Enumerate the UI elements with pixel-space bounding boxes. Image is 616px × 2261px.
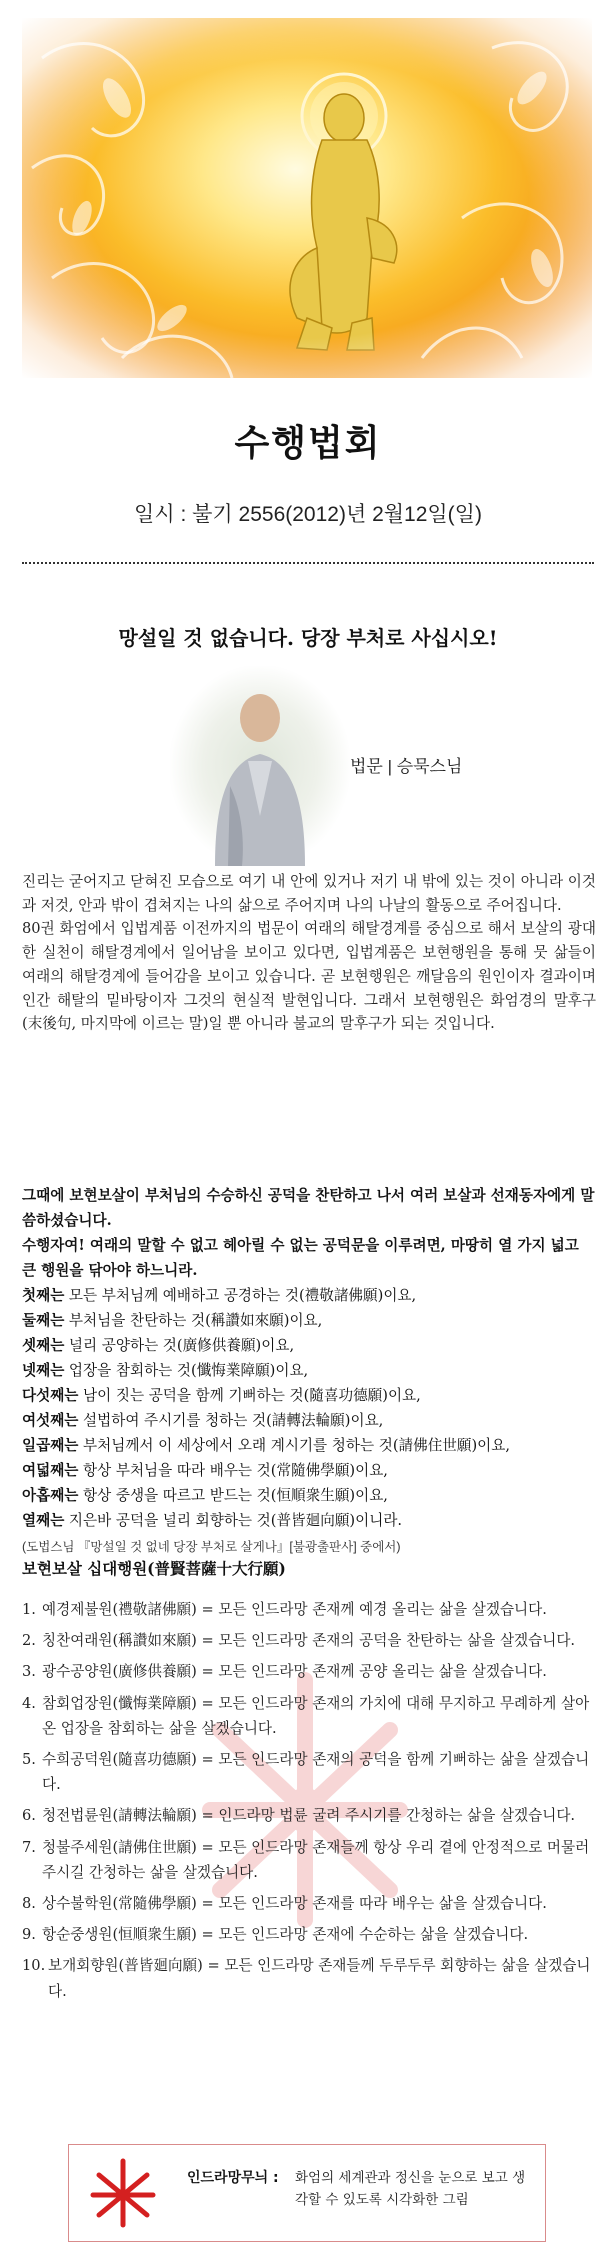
sutra-line: 열째는 지은바 공덕을 널리 회향하는 것(普皆廻向願)이니라. (22, 1512, 403, 1529)
speaker-credit: 법문 | 승묵스님 (350, 757, 463, 776)
vow-item: 5. 수희공덕원(隨喜功德願) = 모든 인드라망 존재의 공덕을 함께 기뻐하는 삶을 살겠습니다. (22, 1751, 590, 1794)
vow-item: 4. 참회업장원(懺悔業障願) = 모든 인드라망 존재의 가치에 대해 무지하고 무례하게 살아온 업장을 참회하는 삶을 살겠습니다. (22, 1694, 590, 1737)
dotted-divider (22, 562, 594, 564)
monk-photo (170, 666, 350, 866)
sutra-line: 아홉째는 항상 중생을 따르고 받드는 것(恒順衆生願)이요, (22, 1487, 388, 1504)
vow-item: 9. 항순중생원(恒順衆生願) = 모든 인드라망 존재에 수순하는 삶을 살겠습니다. (22, 1926, 529, 1944)
indra-net-icon (87, 2155, 159, 2231)
vows-list (22, 1597, 596, 2010)
vow-item: 2. 칭찬여래원(稱讚如來願) = 모든 인드라망 존재의 공덕을 찬탄하는 삶을 살겠습니다. (22, 1632, 576, 1650)
caption-description: 화엄의 세계관과 정신을 눈으로 보고 생각할 수 있도록 시각화한 그림 (295, 2170, 526, 2208)
page-title: 수행법회 (234, 423, 382, 464)
intro-text (22, 870, 596, 1036)
sutra-line: 일곱째는 부처님께서 이 세상에서 오래 계시기를 청하는 것(請佛住世願)이요, (22, 1437, 511, 1454)
sutra-line: 둘째는 부처님을 찬탄하는 것(稱讚如來願)이요, (22, 1312, 323, 1329)
sutra-line: 수행자여! 여래의 말할 수 없고 헤아릴 수 없는 공덕문을 이루려면, 마땅히 열 가지 넓고 큰 행원을 닦아야 하느니라. (22, 1237, 579, 1279)
vow-item: 1. 예경제불원(禮敬諸佛願) = 모든 인드라망 존재께 예경 올리는 삶을 살겠습니다. (22, 1601, 547, 1618)
vows-heading: 보현보살 십대행원(普賢菩薩十大行願) (22, 1559, 286, 1578)
vow-item: 10. 보개회향원(普皆廻向願) = 모든 인드라망 존재들께 두루두루 회향하는 삶을 살겠습니다. (22, 1957, 591, 2000)
headline: 망설일 것 없습니다. 당장 부처로 사십시오! (118, 626, 498, 650)
event-date: 일시 : 불기 2556(2012)년 2월12일(일) (134, 503, 482, 526)
sutra-line: 여섯째는 설법하여 주시기를 청하는 것(請轉法輪願)이요, (22, 1412, 384, 1429)
indra-net-caption-box (68, 2144, 546, 2242)
sutra-line: 첫째는 모든 부처님께 예배하고 공경하는 것(禮敬諸佛願)이요, (22, 1287, 417, 1304)
intro-paragraph: 80권 화엄에서 입법계품 이전까지의 법문이 여래의 해탈경계를 중심으로 해서 보살의 광대한 실천이 해탈경계에서 일어남을 보이고 있다면, 입법계품은 보현행원을 통해 뭇 삶들이 여래의 해탈경계에 들어감을 보이고 있습니다. 곧 보현행원은 깨달음의 원인이자 결과이며 인간 해탈의 밑바탕이자 그것의 현실적 발현입니다. 그래서 보현행원은 화엄경의 말후구(末後句, 마지막에 이르는 말)일 뿐 아니라 불교의 말후구가 되는 것입니다. (22, 920, 596, 1033)
source-citation: (도법스님 『망설일 것 없네 당장 부처로 살게나』[불광출판사] 중에서) (22, 1540, 401, 1554)
sutra-line: 넷째는 업장을 참회하는 것(懺悔業障願)이요, (22, 1362, 309, 1379)
vow-item: 3. 광수공양원(廣修供養願) = 모든 인드라망 존재께 공양 올리는 삶을 살겠습니다. (22, 1663, 547, 1681)
sutra-line: 그때에 보현보살이 부처님의 수승하신 공덕을 찬탄하고 나서 여러 보살과 선재동자에게 말씀하셨습니다. (22, 1187, 595, 1229)
vow-item: 8. 상수불학원(常隨佛學願) = 모든 인드라망 존재를 따라 배우는 삶을 살겠습니다. (22, 1895, 547, 1913)
banner-image (22, 18, 592, 378)
vow-item: 6. 청전법륜원(請轉法輪願) = 인드라망 법륜 굴려 주시기를 간청하는 삶을 살겠습니다. (22, 1807, 576, 1825)
sutra-quote (22, 1183, 596, 1560)
sutra-line: 다섯째는 남이 짓는 공덕을 함께 기뻐하는 것(隨喜功德願)이요, (22, 1387, 421, 1404)
intro-paragraph: 진리는 굳어지고 닫혀진 모습으로 여기 내 안에 있거나 저기 내 밖에 있는 것이 아니라 이것과 저것, 안과 밖이 겹쳐지는 나의 삶으로 주어지며 나의 나날의 활동으로 주어집니다. (22, 873, 596, 914)
vow-item: 7. 청불주세원(請佛住世願) = 모든 인드라망 존재들께 항상 우리 곁에 안정적으로 머물러 주시길 간청하는 삶을 살겠습니다. (22, 1838, 590, 1881)
sutra-line: 셋째는 널리 공양하는 것(廣修供養願)이요, (22, 1337, 295, 1354)
sutra-line: 여덟째는 항상 부처님을 따라 배우는 것(常隨佛學願)이요, (22, 1462, 388, 1479)
caption-label: 인드라망무늬 : (187, 2170, 279, 2186)
banner-vignette (22, 18, 592, 378)
